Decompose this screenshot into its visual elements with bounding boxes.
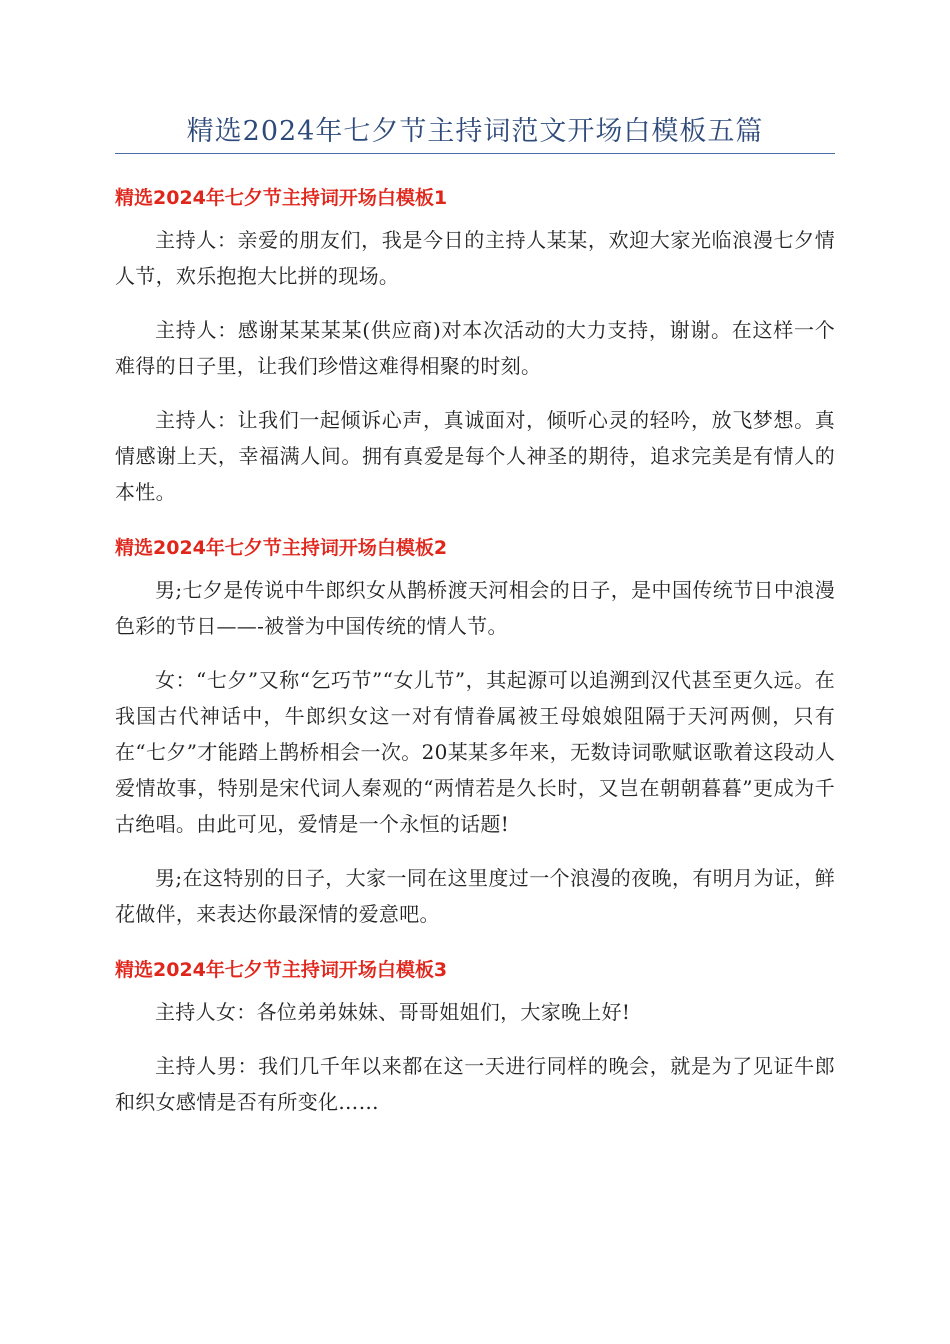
paragraph: 女：“七夕”又称“乞巧节”“女儿节”，其起源可以追溯到汉代甚至更久远。在我国古代神话中，牛郎织女这一对有情眷属被王母娘娘阻隔于天河两侧，只有在“七夕”才能踏上鹊桥相会一次。20某某多年来，无数诗词歌赋讴歌着这段动人爱情故事，特别是宋代词人秦观的“两情若是久长时，又岂在朝朝暮暮”更成为千古绝唱。由此可见，爱情是一个永恒的话题! (115, 668, 835, 836)
title-underline (115, 153, 835, 154)
paragraph: 男;七夕是传说中牛郎织女从鹊桥渡天河相会的日子，是中国传统节日中浪漫色彩的节日——-被誉为中国传统的情人节。 (115, 578, 835, 638)
section-heading: 精选2024年七夕节主持词开场白模板2 (115, 537, 448, 559)
document-body (115, 178, 835, 1138)
section-heading: 精选2024年七夕节主持词开场白模板1 (115, 187, 448, 209)
paragraph: 主持人：让我们一起倾诉心声，真诚面对，倾听心灵的轻吟，放飞梦想。真情感谢上天，幸福满人间。拥有真爱是每个人神圣的期待，追求完美是有情人的本性。 (115, 408, 835, 504)
paragraph: 男;在这特别的日子，大家一同在这里度过一个浪漫的夜晚，有明月为证，鲜花做伴，来表达你最深情的爱意吧。 (115, 866, 835, 926)
section-template-1 (115, 178, 835, 510)
paragraph: 主持人：感谢某某某某(供应商)对本次活动的大力支持，谢谢。在这样一个难得的日子里，让我们珍惜这难得相聚的时刻。 (115, 318, 835, 378)
paragraph: 主持人男：我们几千年以来都在这一天进行同样的晚会，就是为了见证牛郎和织女感情是否有所变化…… (115, 1054, 835, 1114)
paragraph: 主持人：亲爱的朋友们，我是今日的主持人某某，欢迎大家光临浪漫七夕情人节，欢乐抱抱大比拼的现场。 (115, 228, 835, 288)
document-title: 精选2024年七夕节主持词范文开场白模板五篇 (186, 116, 764, 147)
section-heading: 精选2024年七夕节主持词开场白模板3 (115, 959, 448, 981)
section-template-2 (115, 528, 835, 932)
section-template-3 (115, 950, 835, 1120)
paragraph: 主持人女：各位弟弟妹妹、哥哥姐姐们，大家晚上好! (155, 1000, 631, 1024)
